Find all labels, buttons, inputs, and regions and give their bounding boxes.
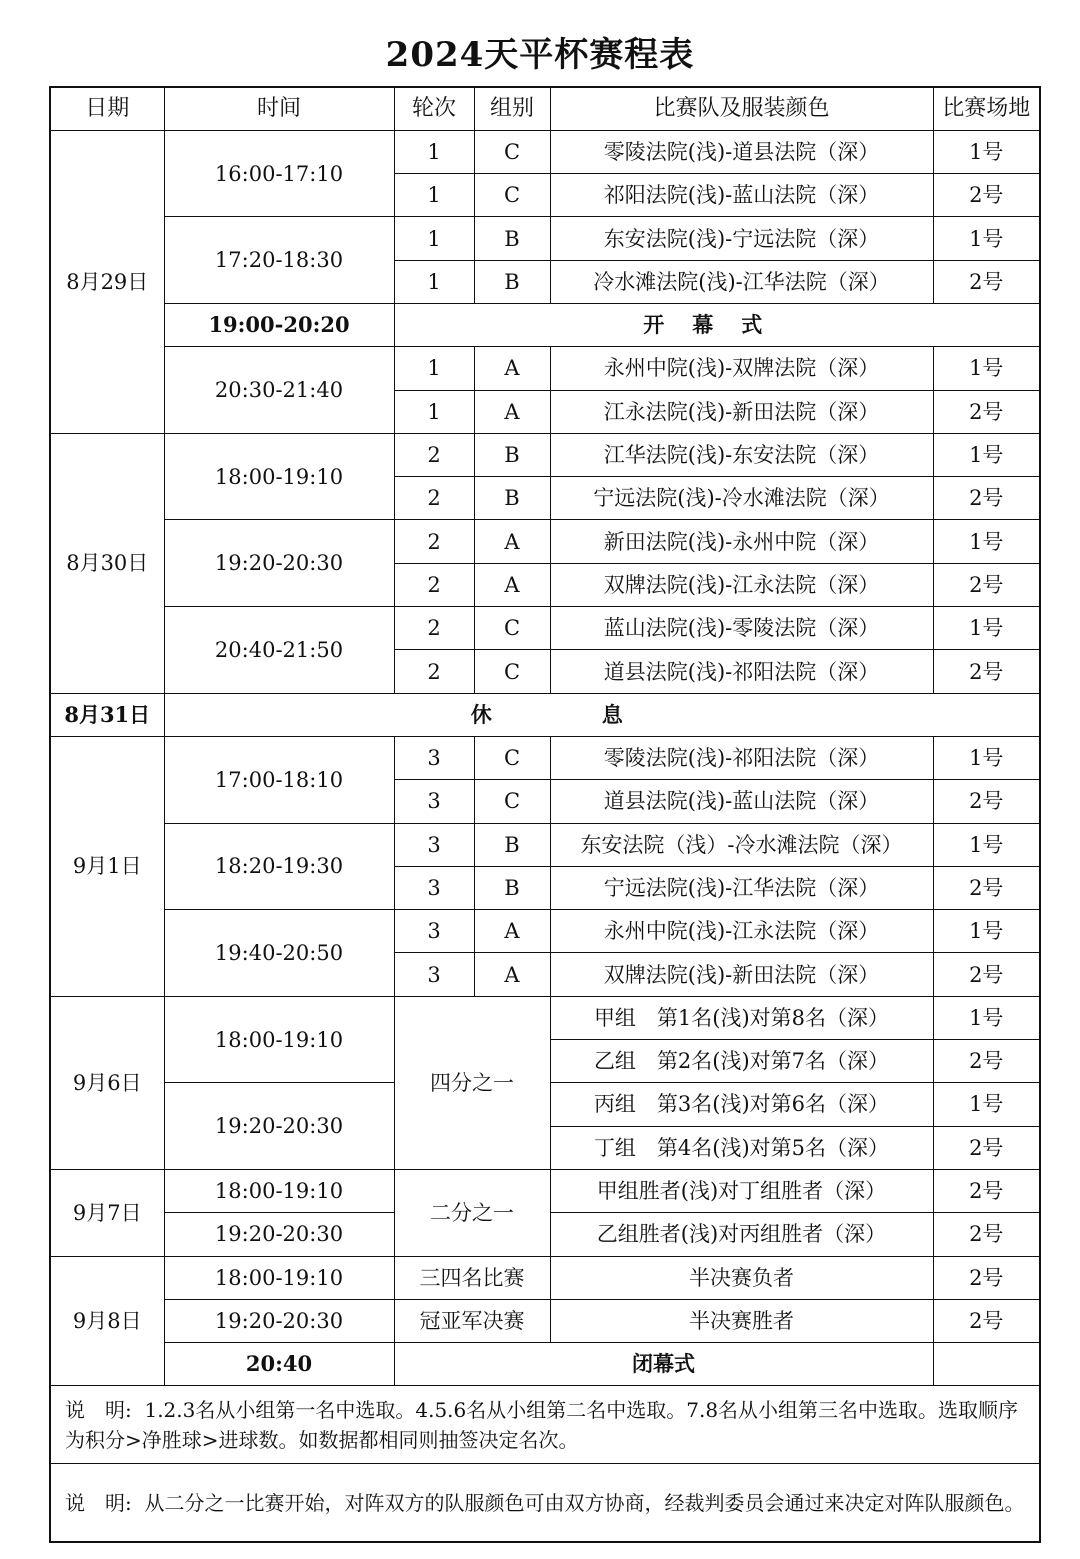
table-row — [50, 130, 1040, 173]
round-cell: 2 — [394, 520, 474, 563]
header-row — [50, 87, 1040, 130]
round-cell: 3 — [394, 953, 474, 996]
teams-cell: 零陵法院(浅)-道县法院（深） — [550, 130, 933, 173]
table-row — [50, 996, 1040, 1039]
venue-cell: 2号 — [933, 1040, 1040, 1083]
time-cell: 20:30-21:40 — [164, 347, 394, 434]
time-cell: 19:20-20:30 — [164, 520, 394, 607]
venue-cell: 1号 — [933, 823, 1040, 866]
date-cell: 8月31日 — [50, 693, 164, 736]
time-cell: 17:20-18:30 — [164, 217, 394, 304]
table-row — [50, 347, 1040, 390]
venue-cell: 1号 — [933, 217, 1040, 260]
table-row — [50, 1256, 1040, 1299]
time-cell: 18:00-19:10 — [164, 996, 394, 1083]
table-row — [50, 823, 1040, 866]
round-cell: 1 — [394, 217, 474, 260]
venue-cell: 2号 — [933, 1169, 1040, 1212]
group-cell: B — [474, 217, 550, 260]
group-cell: C — [474, 780, 550, 823]
round-cell: 3 — [394, 780, 474, 823]
table-row — [50, 1299, 1040, 1342]
note-text: 1.2.3名从小组第一名中选取。4.5.6名从小组第二名中选取。7.8名从小组第三名中选取。选取顺序为积分>净胜球>进球数。如数据都相同则抽签决定名次。 — [65, 1397, 1019, 1452]
teams-cell: 甲组 第1名(浅)对第8名（深） — [550, 996, 933, 1039]
teams-cell: 永州中院(浅)-江永法院（深） — [550, 910, 933, 953]
round-cell: 3 — [394, 823, 474, 866]
note-1 — [50, 1386, 1040, 1464]
time-cell: 18:20-19:30 — [164, 823, 394, 910]
stage-cell: 三四名比赛 — [394, 1256, 550, 1299]
time-cell: 19:40-20:50 — [164, 910, 394, 997]
group-cell: A — [474, 563, 550, 606]
header-teams: 比赛队及服装颜色 — [550, 87, 933, 130]
closing-time-cell: 20:40 — [164, 1343, 394, 1386]
venue-cell: 1号 — [933, 996, 1040, 1039]
venue-cell: 2号 — [933, 1213, 1040, 1256]
venue-cell: 2号 — [933, 1299, 1040, 1342]
date-cell: 8月30日 — [50, 433, 164, 693]
group-cell: B — [474, 477, 550, 520]
group-cell: A — [474, 520, 550, 563]
table-row — [50, 736, 1040, 779]
note-row — [50, 1464, 1040, 1542]
opening-ceremony-cell: 开幕式 — [394, 303, 1040, 346]
header-date: 日期 — [50, 87, 164, 130]
date-cell: 8月29日 — [50, 130, 164, 433]
group-cell: C — [474, 130, 550, 173]
group-cell: B — [474, 433, 550, 476]
venue-cell: 1号 — [933, 607, 1040, 650]
header-venue: 比赛场地 — [933, 87, 1040, 130]
time-cell: 18:00-19:10 — [164, 1256, 394, 1299]
teams-cell: 丁组 第4名(浅)对第5名（深） — [550, 1126, 933, 1169]
empty-cell — [933, 1343, 1040, 1386]
table-row — [50, 217, 1040, 260]
venue-cell: 2号 — [933, 1256, 1040, 1299]
teams-cell: 江永法院(浅)-新田法院（深） — [550, 390, 933, 433]
stage-cell: 二分之一 — [394, 1169, 550, 1256]
round-cell: 2 — [394, 607, 474, 650]
round-cell: 2 — [394, 433, 474, 476]
note-row — [50, 1386, 1040, 1464]
closing-ceremony-cell: 闭幕式 — [394, 1343, 933, 1386]
group-cell: C — [474, 174, 550, 217]
teams-cell: 宁远法院(浅)-江华法院（深） — [550, 866, 933, 909]
table-row — [50, 1343, 1040, 1386]
rest-day-cell: 休息 — [164, 693, 1040, 736]
opening-time-cell: 19:00-20:20 — [164, 303, 394, 346]
date-cell: 9月1日 — [50, 736, 164, 996]
group-cell: A — [474, 953, 550, 996]
table-row — [50, 607, 1040, 650]
teams-cell: 道县法院(浅)-蓝山法院（深） — [550, 780, 933, 823]
venue-cell: 2号 — [933, 953, 1040, 996]
teams-cell: 半决赛负者 — [550, 1256, 933, 1299]
teams-cell: 乙组胜者(浅)对丙组胜者（深） — [550, 1213, 933, 1256]
group-cell: B — [474, 866, 550, 909]
venue-cell: 2号 — [933, 563, 1040, 606]
date-cell: 9月6日 — [50, 996, 164, 1169]
group-cell: A — [474, 347, 550, 390]
teams-cell: 祁阳法院(浅)-蓝山法院（深） — [550, 174, 933, 217]
time-cell: 19:20-20:30 — [164, 1299, 394, 1342]
venue-cell: 2号 — [933, 650, 1040, 693]
group-cell: A — [474, 910, 550, 953]
teams-cell: 乙组 第2名(浅)对第7名（深） — [550, 1040, 933, 1083]
teams-cell: 新田法院(浅)-永州中院（深） — [550, 520, 933, 563]
venue-cell: 2号 — [933, 477, 1040, 520]
page-title: 2024天平杯赛程表 — [385, 35, 695, 75]
round-cell: 1 — [394, 174, 474, 217]
group-cell: C — [474, 736, 550, 779]
date-cell: 9月7日 — [50, 1169, 164, 1256]
venue-cell: 2号 — [933, 260, 1040, 303]
group-cell: C — [474, 650, 550, 693]
venue-cell: 1号 — [933, 1083, 1040, 1126]
venue-cell: 1号 — [933, 520, 1040, 563]
venue-cell: 1号 — [933, 130, 1040, 173]
note-label: 说 明: — [65, 1490, 132, 1515]
note-text: 从二分之一比赛开始，对阵双方的队服颜色可由双方协商，经裁判委员会通过来决定对阵队服颜色。 — [144, 1490, 1025, 1515]
time-cell: 20:40-21:50 — [164, 607, 394, 694]
teams-cell: 双牌法院(浅)-新田法院（深） — [550, 953, 933, 996]
venue-cell: 2号 — [933, 866, 1040, 909]
schedule-table — [49, 86, 1041, 1543]
table-row — [50, 693, 1040, 736]
time-cell: 18:00-19:10 — [164, 433, 394, 520]
teams-cell: 冷水滩法院(浅)-江华法院（深） — [550, 260, 933, 303]
teams-cell: 江华法院(浅)-东安法院（深） — [550, 433, 933, 476]
time-cell: 19:20-20:30 — [164, 1213, 394, 1256]
table-row — [50, 520, 1040, 563]
teams-cell: 丙组 第3名(浅)对第6名（深） — [550, 1083, 933, 1126]
teams-cell: 东安法院（浅）-冷水滩法院（深） — [550, 823, 933, 866]
time-cell: 16:00-17:10 — [164, 130, 394, 217]
venue-cell: 2号 — [933, 1126, 1040, 1169]
time-cell: 18:00-19:10 — [164, 1169, 394, 1212]
table-row — [50, 433, 1040, 476]
round-cell: 1 — [394, 347, 474, 390]
teams-cell: 蓝山法院(浅)-零陵法院（深） — [550, 607, 933, 650]
note-label: 说 明: — [65, 1397, 132, 1422]
round-cell: 2 — [394, 477, 474, 520]
round-cell: 3 — [394, 910, 474, 953]
round-cell: 1 — [394, 130, 474, 173]
group-cell: B — [474, 823, 550, 866]
table-row — [50, 910, 1040, 953]
round-cell: 2 — [394, 650, 474, 693]
teams-cell: 道县法院(浅)-祁阳法院（深） — [550, 650, 933, 693]
stage-cell: 冠亚军决赛 — [394, 1299, 550, 1342]
teams-cell: 宁远法院(浅)-冷水滩法院（深） — [550, 477, 933, 520]
teams-cell: 半决赛胜者 — [550, 1299, 933, 1342]
table-row — [50, 1169, 1040, 1212]
teams-cell: 东安法院(浅)-宁远法院（深） — [550, 217, 933, 260]
group-cell: B — [474, 260, 550, 303]
table-row — [50, 303, 1040, 346]
note-2 — [50, 1464, 1040, 1542]
venue-cell: 1号 — [933, 910, 1040, 953]
group-cell: C — [474, 607, 550, 650]
date-cell: 9月8日 — [50, 1256, 164, 1386]
teams-cell: 双牌法院(浅)-江永法院（深） — [550, 563, 933, 606]
header-group: 组别 — [474, 87, 550, 130]
teams-cell: 永州中院(浅)-双牌法院（深） — [550, 347, 933, 390]
round-cell: 1 — [394, 390, 474, 433]
round-cell: 3 — [394, 866, 474, 909]
time-cell: 19:20-20:30 — [164, 1083, 394, 1170]
teams-cell: 零陵法院(浅)-祁阳法院（深） — [550, 736, 933, 779]
round-cell: 2 — [394, 563, 474, 606]
venue-cell: 2号 — [933, 390, 1040, 433]
round-cell: 1 — [394, 260, 474, 303]
round-cell: 3 — [394, 736, 474, 779]
header-round: 轮次 — [394, 87, 474, 130]
time-cell: 17:00-18:10 — [164, 736, 394, 823]
venue-cell: 1号 — [933, 433, 1040, 476]
teams-cell: 甲组胜者(浅)对丁组胜者（深） — [550, 1169, 933, 1212]
venue-cell: 1号 — [933, 736, 1040, 779]
header-time: 时间 — [164, 87, 394, 130]
venue-cell: 2号 — [933, 174, 1040, 217]
group-cell: A — [474, 390, 550, 433]
venue-cell: 1号 — [933, 347, 1040, 390]
venue-cell: 2号 — [933, 780, 1040, 823]
stage-cell: 四分之一 — [394, 996, 550, 1169]
